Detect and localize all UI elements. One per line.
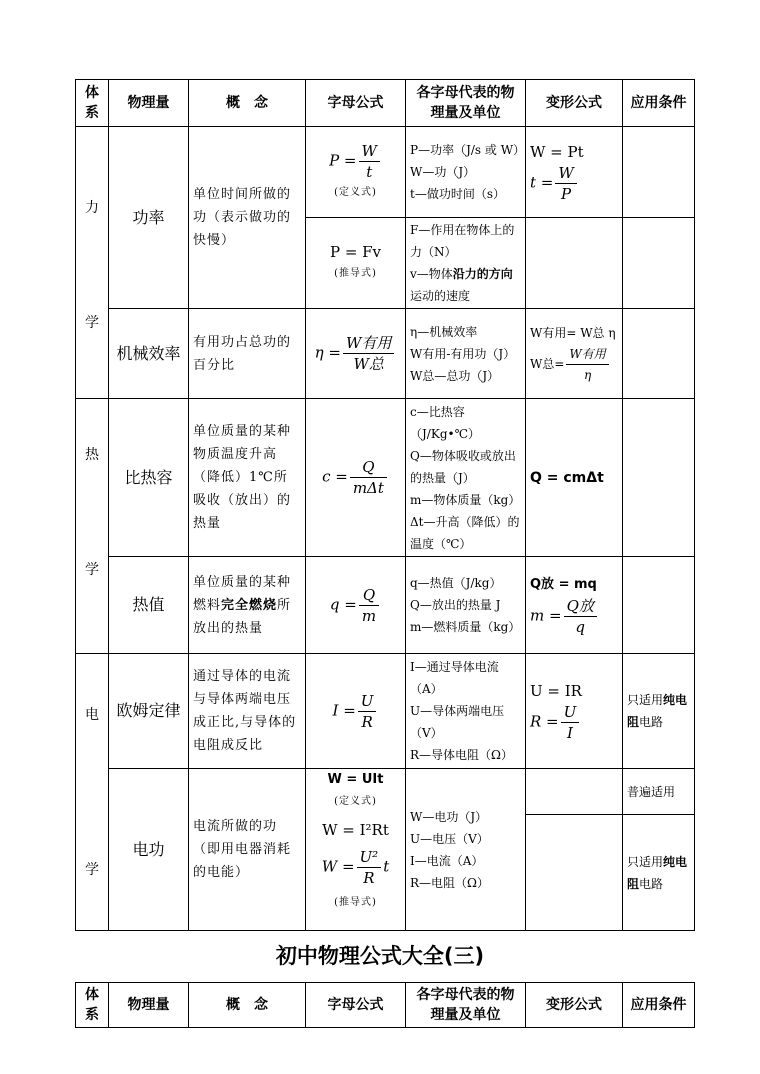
- cond-specific-heat: [623, 399, 695, 557]
- header-concept: 概 念: [189, 80, 306, 127]
- derived-empty: [526, 218, 623, 309]
- header-formula: 字母公式: [306, 983, 406, 1028]
- concept-power: 单位时间所做的功（表示做功的快慢）: [189, 127, 306, 309]
- table-header-row: [76, 983, 695, 1028]
- cond-power: [623, 127, 695, 218]
- header-derived: 变形公式: [526, 80, 623, 127]
- qty-efficiency: 机械效率: [109, 309, 189, 399]
- concept-efficiency: 有用功占总功的百分比: [189, 309, 306, 399]
- header-symbols: 各字母代表的物理量及单位: [406, 983, 526, 1028]
- cond-ohm: 只适用纯电阻电路: [623, 654, 695, 769]
- header-sys: 体系: [76, 983, 109, 1028]
- header-cond: 应用条件: [623, 80, 695, 127]
- concept-specific-heat: 单位质量的某种物质温度升高（降低）1℃所吸收（放出）的热量: [189, 399, 306, 557]
- derived-electric-work-2: [526, 815, 623, 931]
- formula-power-def: P = $\frac{W}{t}$ (定义式): [306, 127, 406, 218]
- table-row: [76, 127, 695, 218]
- section-mechanics: 力 学: [76, 127, 109, 399]
- header-qty: 物理量: [109, 983, 189, 1028]
- symbols-heat-value: q—热值（J/kg） Q—放出的热量 J m—燃料质量（kg）: [406, 557, 526, 654]
- qty-power: 功率: [109, 127, 189, 309]
- qty-heat-value: 热值: [109, 557, 189, 654]
- cond-electric-work-resistive: 只适用纯电阻电路: [623, 815, 695, 931]
- table-row: [76, 309, 695, 399]
- derived-heat-value: Q放 = mq m = $\frac{\text{Q放}}{q}$: [526, 557, 623, 654]
- section-electricity: 电 学: [76, 654, 109, 931]
- section-heat: 热 学: [76, 399, 109, 654]
- qty-ohm: 欧姆定律: [109, 654, 189, 769]
- symbols-ohm: I—通过导体电流（A） U—导体两端电压（V） R—导体电阻（Ω）: [406, 654, 526, 769]
- derived-specific-heat: Q = cmΔt: [526, 399, 623, 557]
- formula-table-next: [75, 982, 695, 1028]
- formula-power-derived: P = Fv (推导式): [306, 218, 406, 309]
- header-qty: 物理量: [109, 80, 189, 127]
- cond-efficiency: [623, 309, 695, 399]
- formula-table: [75, 79, 695, 931]
- formula-efficiency: η = $\frac{\text{W有用}}{\text{W总}}$: [306, 309, 406, 399]
- derived-electric-work: [526, 769, 623, 815]
- symbols-power: P—功率（J/s 或 W） W—功（J） t—做功时间（s）: [406, 127, 526, 218]
- qty-specific-heat: 比热容: [109, 399, 189, 557]
- cond-heat-value: [623, 557, 695, 654]
- formula-heat-value: q = $\frac{Q}{m}$: [306, 557, 406, 654]
- concept-heat-value: 单位质量的某种燃料完全燃烧所放出的热量: [189, 557, 306, 654]
- derived-power: W = Pt t = $\frac{W}{P}$: [526, 127, 623, 218]
- table-row: [76, 557, 695, 654]
- derived-ohm: U = IR R = $\frac{U}{I}$: [526, 654, 623, 769]
- formula-specific-heat: c = $\frac{Q}{\text{mΔt}}$: [306, 399, 406, 557]
- header-derived: 变形公式: [526, 983, 623, 1028]
- symbols-specific-heat: c—比热容（J/Kg•℃） Q—物体吸收或放出的热量（J） m—物体质量（kg） Δt—升高（降低）的温度（℃）: [406, 399, 526, 557]
- cond-electric-work-general: 普遍适用: [623, 769, 695, 815]
- table-row: [76, 654, 695, 769]
- next-page-title: 初中物理公式大全(三): [275, 944, 485, 968]
- header-formula: 字母公式: [306, 80, 406, 127]
- header-concept: 概 念: [189, 983, 306, 1028]
- formula-ohm: I = $\frac{U}{R}$: [306, 654, 406, 769]
- header-symbols: 各字母代表的物理量及单位: [406, 80, 526, 127]
- formula-electric-work: W = UIt (定义式) W = I²Rt W = $\frac{\text{U²}}{R}$ t (推导式): [306, 769, 406, 931]
- table-row: [76, 769, 695, 815]
- table-header-row: [76, 80, 695, 127]
- header-cond: 应用条件: [623, 983, 695, 1028]
- cond-empty: [623, 218, 695, 309]
- qty-electric-work: 电功: [109, 769, 189, 931]
- concept-electric-work: 电流所做的功（即用电器消耗的电能）: [189, 769, 306, 931]
- header-sys: 体系: [76, 80, 109, 127]
- concept-ohm: 通过导体的电流与导体两端电压成正比,与导体的电阻成反比: [189, 654, 306, 769]
- table-row: [76, 399, 695, 557]
- derived-efficiency: W有用= W总 η W总= $\frac{\text{W有用}}{\eta}$: [526, 309, 623, 399]
- symbols-electric-work: W—电功（J） U—电压（V） I—电流（A） R—电阻（Ω）: [406, 769, 526, 931]
- symbols-efficiency: η—机械效率 W有用-有用功（J） W总—总功（J）: [406, 309, 526, 399]
- symbols-power-derived: F—作用在物体上的力（N） v—物体沿力的方向运动的速度: [406, 218, 526, 309]
